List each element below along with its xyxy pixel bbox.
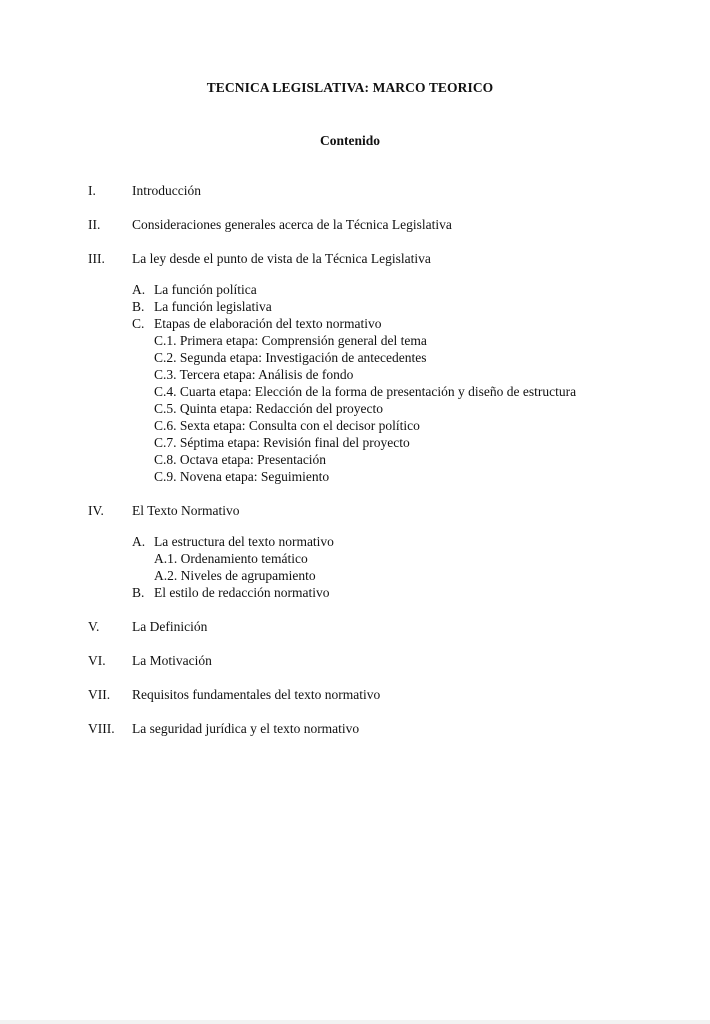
- toc-section-number: I.: [88, 183, 96, 198]
- toc-subsubsection: C.3. Tercera etapa: Análisis de fondo: [154, 367, 354, 382]
- toc-subsection: [132, 315, 628, 485]
- document-title: TECNICA LEGISLATIVA: MARCO TEORICO: [206, 80, 494, 95]
- toc-section: [88, 182, 628, 199]
- toc-section: [88, 686, 628, 703]
- toc-subsubsection: C.1. Primera etapa: Comprensión general del tema: [154, 333, 427, 348]
- toc-section-title: La Motivación: [132, 653, 212, 668]
- toc-subsection: [132, 533, 628, 584]
- toc-section: [88, 216, 628, 233]
- toc-section-title: Introducción: [132, 183, 201, 198]
- toc-section-number: VI.: [88, 653, 106, 668]
- toc-section-number: III.: [88, 251, 105, 266]
- toc-subsubsection: C.7. Séptima etapa: Revisión final del proyecto: [154, 435, 410, 450]
- toc-subsubsection: C.4. Cuarta etapa: Elección de la forma de presentación y diseño de estructura: [154, 384, 577, 399]
- toc-subsection-title: El estilo de redacción normativo: [154, 585, 330, 600]
- toc-subsubsection-list: [154, 550, 628, 584]
- toc-subsection-letter: A.: [132, 282, 146, 297]
- toc-subsubsection: C.6. Sexta etapa: Consulta con el decisor político: [154, 418, 420, 433]
- toc-section-title: La ley desde el punto de vista de la Técnica Legislativa: [132, 251, 431, 266]
- toc-section-title: Consideraciones generales acerca de la Técnica Legislativa: [132, 217, 452, 232]
- toc-section-number: VII.: [88, 687, 111, 702]
- toc-section-number: V.: [88, 619, 100, 634]
- toc-subsection-list: [132, 533, 628, 601]
- toc-section: [88, 250, 628, 485]
- toc-subsection-list: [132, 281, 628, 485]
- toc-section: [88, 720, 628, 737]
- toc-subsubsection: C.8. Octava etapa: Presentación: [154, 452, 327, 467]
- toc-section-number: IV.: [88, 503, 104, 518]
- toc-subsection-letter: B.: [132, 585, 145, 600]
- toc-subsection-letter: B.: [132, 299, 145, 314]
- toc-subsubsection-list: [154, 332, 628, 485]
- toc-section-title: El Texto Normativo: [132, 503, 240, 518]
- toc-section: [88, 618, 628, 635]
- toc-subsubsection: C.5. Quinta etapa: Redacción del proyecto: [154, 401, 384, 416]
- toc-subsection-title: La estructura del texto normativo: [154, 534, 334, 549]
- toc-subsubsection: A.2. Niveles de agrupamiento: [154, 568, 316, 583]
- toc-subsection: [132, 584, 628, 601]
- table-of-contents: [88, 182, 628, 754]
- toc-subsubsection: A.1. Ordenamiento temático: [154, 551, 308, 566]
- toc-section-title: Requisitos fundamentales del texto normativo: [132, 687, 381, 702]
- toc-section-number: VIII.: [88, 721, 115, 736]
- toc-subsection-title: La función legislativa: [154, 299, 272, 314]
- toc-subsubsection: C.9. Novena etapa: Seguimiento: [154, 469, 330, 484]
- toc-subsection: [132, 281, 628, 298]
- toc-subsection: [132, 298, 628, 315]
- toc-section: [88, 502, 628, 601]
- toc-subsection-title: Etapas de elaboración del texto normativo: [154, 316, 382, 331]
- page-bottom-edge: [0, 1020, 710, 1024]
- toc-section-number: II.: [88, 217, 101, 232]
- toc-subsection-letter: A.: [132, 534, 146, 549]
- toc-section-title: La Definición: [132, 619, 208, 634]
- contents-heading: Contenido: [319, 133, 380, 148]
- toc-subsection-title: La función política: [154, 282, 257, 297]
- toc-section-title: La seguridad jurídica y el texto normativo: [132, 721, 360, 736]
- toc-section: [88, 652, 628, 669]
- toc-subsection-letter: C.: [132, 316, 145, 331]
- toc-subsubsection: C.2. Segunda etapa: Investigación de antecedentes: [154, 350, 427, 365]
